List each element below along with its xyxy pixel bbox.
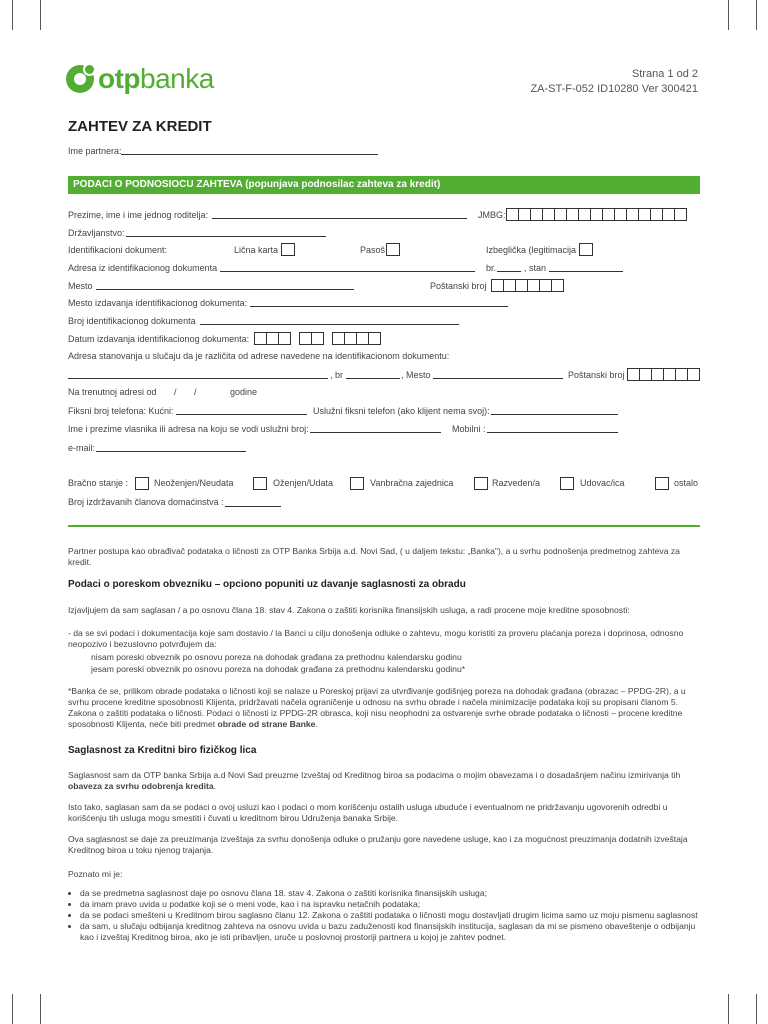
- page-title: ZAHTEV ZA KREDIT: [68, 118, 212, 135]
- postal2-input[interactable]: [627, 368, 699, 381]
- tax-footnote: *Banka će se, prilikom obrade podataka o ličnosti koji se nalaze u Poreskoj prijavi za utvrđivanje godišnjeg poreza na dohodak građana (obrazac – PPDG-2R), a u svrhu procene kreditne sposobnosti Klijenta, pridržavati načela ograničenje u odnosu na svrhu obrade i načela minimizacije podataka koji su propisani članom 5. Zakona o zaštiti podataka o ličnosti. Podaci o ličnosti iz PPDG-2R obrasca, koji nisu neophodni za ostvarenje svrhe obrade podataka o ličnosti – procene kreditne sposobnosti Klijenta, neće biti predmet obrade od strane Banke.: [68, 686, 686, 729]
- divorced-checkbox[interactable]: [474, 477, 488, 490]
- single-label: Neoženjen/Neudata: [154, 478, 234, 488]
- partner-label: Ime partnera:: [68, 146, 122, 156]
- credit-bureau-storage: Isto tako, saglasan sam da se podaci o ovoj usluzi kao i podaci o mom korišćenju ostalih usluga ubuduće i eventualnom ne pridržavanju ugovorenih odredbi u korišćenju tih usluga mogu smestiti i čuvati u kreditnom birou Udruženja banaka Srbije.: [68, 802, 668, 823]
- jmbg-label: JMBG:: [478, 210, 506, 220]
- mobile-label: Mobilni :: [452, 424, 486, 434]
- household-input[interactable]: [225, 506, 281, 507]
- address-id-label: Adresa iz identifikacionog dokumenta: [68, 263, 218, 273]
- postal2-label: Poštanski broj: [568, 370, 625, 380]
- crop-mark: [756, 0, 757, 30]
- crop-mark: [728, 994, 729, 1024]
- acknowledgment-list: [68, 888, 700, 943]
- id-card-label: Lična karta: [234, 245, 279, 255]
- id-number-label: Broj identifikacionog dokumenta: [68, 316, 196, 326]
- date-slash: /: [174, 387, 177, 397]
- residence-address-input[interactable]: [68, 378, 328, 379]
- crop-mark: [40, 0, 41, 30]
- postal-input[interactable]: [491, 279, 563, 292]
- id-number-input[interactable]: [200, 324, 459, 325]
- list-item: • da sam, u slučaju odbijanja kreditnog zahteva na osnovu uvida u bazu zaduženosti kod finansijskih institucija, saglasan da mi se pismeno obaveštenje o odbijanju kao i izveštaj Kreditnog biroa, ako je isti pribavljen, uruče u poslovnoj prostoriji partnera u kojoj je zahtev podnet.: [80, 921, 700, 943]
- citizenship-input[interactable]: [126, 236, 326, 237]
- date-slash: /: [194, 387, 197, 397]
- passport-label: Pasoš: [360, 245, 386, 255]
- married-checkbox[interactable]: [253, 477, 267, 490]
- refugee-checkbox[interactable]: [579, 243, 593, 256]
- id-issue-place-label: Mesto izdavanja identifikacionog dokumenta:: [68, 298, 248, 308]
- phone-input[interactable]: [176, 414, 307, 415]
- married-label: Oženjen/Udata: [273, 478, 334, 488]
- partner-input[interactable]: [121, 154, 378, 155]
- place-input[interactable]: [96, 289, 354, 290]
- marital-label: Bračno stanje :: [68, 478, 129, 488]
- mobile-input[interactable]: [487, 432, 618, 433]
- tax-option-payer: jesam poreski obveznik po osnovu poreza na dohodak građana za prethodnu kalendarsku godinu*: [91, 664, 466, 674]
- postal-label: Poštanski broj: [430, 281, 487, 291]
- otp-logo: [66, 62, 214, 96]
- place-label: Mesto: [68, 281, 93, 291]
- id-issue-place-input[interactable]: [250, 306, 508, 307]
- name-input[interactable]: [212, 218, 467, 219]
- stan-label: , stan: [524, 263, 547, 273]
- list-item: • da se predmetna saglasnost daje po osnovu člana 18. stav 4. Zakona o zaštiti korisnika finansijskih usluga;: [80, 888, 700, 899]
- other-checkbox[interactable]: [655, 477, 669, 490]
- tax-consent-text: Izjavljujem da sam saglasan / a po osnovu člana 18. stav 4. Zakona o zaštiti korisnika finansijskih usluga, a radi procene moje kreditne sposobnosti:: [68, 605, 630, 615]
- service-phone-input[interactable]: [491, 414, 618, 415]
- otp-logo-icon: [66, 65, 94, 93]
- partnership-checkbox[interactable]: [350, 477, 364, 490]
- page-info: [530, 67, 698, 97]
- list-item: • da se podaci smešteni u Kreditnom birou saglasno članu 12. Zakona o zaštiti podataka o ličnosti mogu dostavljati drugim licima samo uz moju pismenu saglasnost: [80, 910, 700, 921]
- divorced-label: Razveden/a: [492, 478, 541, 488]
- partnership-label: Vanbračna zajednica: [370, 478, 454, 488]
- years-label: godine: [230, 387, 258, 397]
- address-id-input[interactable]: [220, 271, 475, 272]
- id-doc-label: Identifikacioni dokument:: [68, 245, 168, 255]
- crop-mark: [40, 994, 41, 1024]
- residence-note: Adresa stanovanja u slučaju da je različita od adrese navedene na identifikacionom dokumentu:: [68, 351, 450, 361]
- id-card-checkbox[interactable]: [281, 243, 295, 256]
- crop-mark: [756, 994, 757, 1024]
- citizenship-label: Državljanstvo:: [68, 228, 125, 238]
- id-issue-date-label: Datum izdavanja identifikacionog dokumenta:: [68, 334, 250, 344]
- widowed-label: Udovac/ica: [580, 478, 625, 488]
- credit-bureau-validity: Ova saglasnost se daje za preuzimanja izveštaja za svrhu donošenja odluke o pružanju gore navedene usluge, kao i za mogućnost preuzimanja dodatnih izveštaja Kreditnog biroa u toku njenog trajanja.: [68, 834, 688, 855]
- crop-mark: [12, 994, 13, 1024]
- doc-code: ZA-ST-F-052 ID10280 Ver 300421: [530, 83, 698, 95]
- br2-label: , br: [330, 370, 344, 380]
- jmbg-input[interactable]: [506, 208, 686, 221]
- section-divider: [68, 525, 700, 527]
- crop-mark: [728, 0, 729, 30]
- household-label: Broj izdržavanih članova domaćinstva :: [68, 497, 224, 507]
- tax-heading: Podaci o poreskom obvezniku – opciono popuniti uz davanje saglasnosti za obradu: [68, 579, 466, 590]
- other-label: ostalo: [674, 478, 699, 488]
- id-issue-date-input[interactable]: [254, 332, 380, 345]
- phone-label: Fiksni broj telefona: Kućni:: [68, 406, 174, 416]
- page-number: Strana 1 od 2: [631, 68, 698, 80]
- current-address-label: Na trenutnoj adresi od: [68, 387, 157, 397]
- list-item: • da imam pravo uvida u podatke koji se o meni vode, kao i na ispravku netačnih podataka;: [80, 899, 700, 910]
- widowed-checkbox[interactable]: [560, 477, 574, 490]
- section-bar: PODACI O PODNOSIOCU ZAHTEVA (popunjava podnosilac zahteva za kredit): [68, 176, 700, 194]
- email-label: e-mail:: [68, 443, 96, 453]
- credit-bureau-heading: Saglasnost za Kreditni biro fizičkog lica: [68, 745, 257, 756]
- credit-bureau-consent: Saglasnost sam da OTP banka Srbija a.d Novi Sad preuzme Izveštaj od Kreditnog biroa sa podacima o mojim obavezama i o dosadašnjem načinu izmirivanja tih obaveza za svrhu odobrenja kredita.: [68, 770, 681, 791]
- owner-input[interactable]: [310, 432, 441, 433]
- single-checkbox[interactable]: [135, 477, 149, 490]
- passport-checkbox[interactable]: [386, 243, 400, 256]
- name-label: Prezime, ime i ime jednog roditelja:: [68, 210, 209, 220]
- processor-notice: Partner postupa kao obrađivač podataka o ličnosti za OTP Banka Srbija a.d. Novi Sad, ( u daljem tekstu: „Banka"), a u svrhu podnošenja predmetnog zahteva za kredit.: [68, 546, 680, 567]
- service-phone-label: Uslužni fiksni telefon (ako klijent nema svoj):: [313, 406, 490, 416]
- known-to-me: Poznato mi je:: [68, 869, 123, 879]
- logo-text: otpbanka: [98, 63, 214, 94]
- crop-mark: [12, 0, 13, 30]
- owner-label: Ime i prezime vlasnika ili adresa na koju se vodi uslužni broj:: [68, 424, 309, 434]
- place2-label: , Mesto: [401, 370, 431, 380]
- tax-option-not-payer: nisam poreski obveznik po osnovu poreza na dohodak građana za prethodnu kalendarsku godinu: [91, 652, 462, 662]
- email-input[interactable]: [96, 451, 246, 452]
- br2-input[interactable]: [346, 378, 400, 379]
- place2-input[interactable]: [433, 378, 563, 379]
- br-label: br.: [486, 263, 497, 273]
- stan-input[interactable]: [549, 271, 623, 272]
- br-input[interactable]: [497, 271, 521, 272]
- tax-confirm-text: - da se svi podaci i dokumentacija koje sam dostavio / la Banci u cilju donošenja odluke o zahtevu, mogu koristiti za proveru plaćanja poreza i doprinosa, odnosno neopozivo i bezuslovno potvrđujem da:: [68, 628, 684, 649]
- refugee-label: Izbeglička (legitimacija: [486, 245, 577, 255]
